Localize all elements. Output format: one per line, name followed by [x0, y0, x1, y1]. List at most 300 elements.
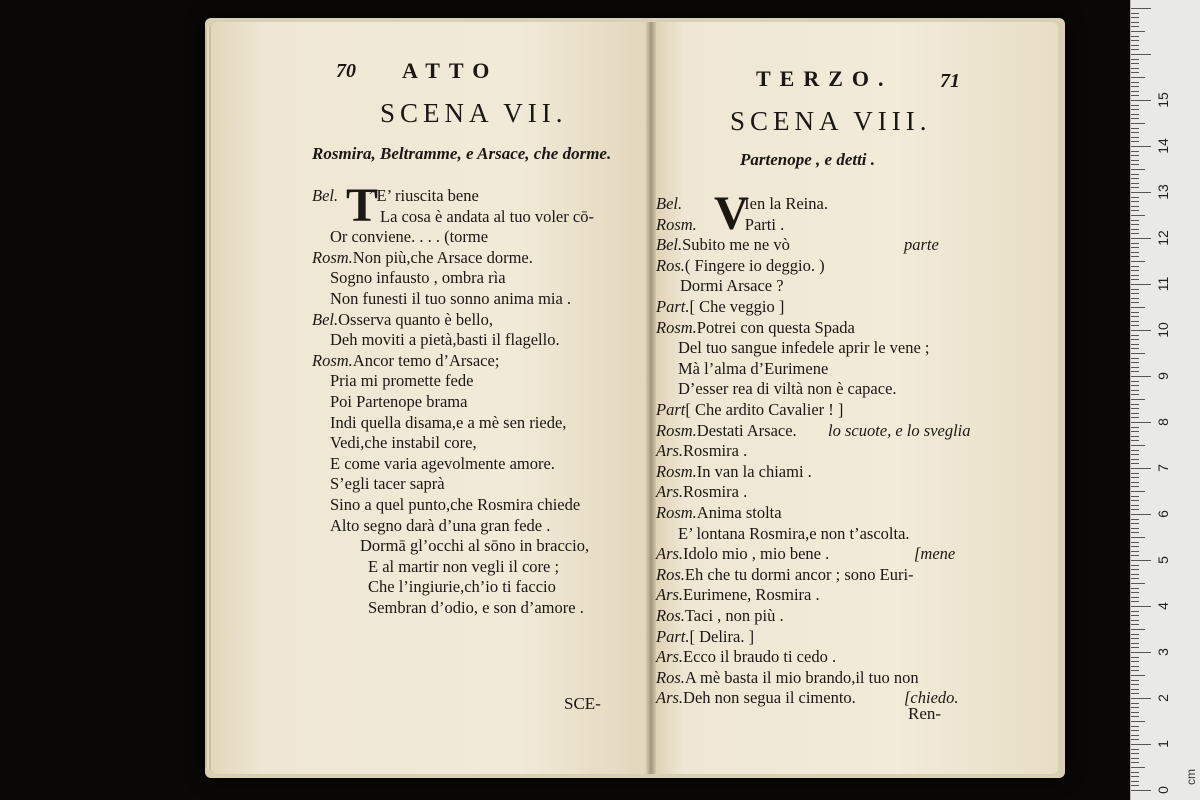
ruler-tick — [1131, 105, 1139, 106]
speaker-label: Ars. — [656, 544, 684, 564]
ruler-tick — [1131, 197, 1139, 198]
ruler-tick — [1131, 137, 1139, 138]
ruler-tick — [1131, 381, 1139, 382]
ruler-number: 3 — [1155, 648, 1171, 656]
ruler-tick — [1131, 744, 1151, 745]
ruler-tick — [1131, 684, 1139, 685]
verse-line — [656, 668, 919, 688]
speaker-label: Part. — [656, 297, 690, 316]
line-text: A mè basta il mio brando,il tuo non — [684, 667, 919, 687]
verse-line — [330, 289, 571, 309]
line-text: S’egli tacer saprà — [330, 474, 445, 494]
ruler-tick — [1131, 348, 1139, 349]
line-text: Or conviene. . . . (torme — [330, 227, 489, 247]
ruler-tick — [1131, 187, 1139, 188]
ruler-tick — [1131, 335, 1139, 336]
line-text: Parti . — [744, 214, 785, 234]
line-text: Idolo mio , mio bene . — [683, 544, 830, 564]
ruler-number: 8 — [1155, 418, 1171, 426]
speaker-label: Ars. — [656, 585, 684, 605]
line-text: Vedi,che instabil core, — [330, 433, 477, 453]
line-text: Ancor temo d’Arsace; — [352, 350, 500, 370]
line-text: Alto segno darà d’una gran fede . — [330, 515, 551, 535]
line-text: Rosmira . — [683, 482, 748, 502]
verse-line — [656, 565, 914, 585]
speaker-label: Rosm. — [656, 214, 697, 234]
ruler-tick — [1131, 155, 1139, 156]
catchword: SCE- — [564, 694, 601, 713]
line-text: Deh non segua il cimento. — [683, 688, 856, 708]
verse-line — [330, 227, 488, 247]
speaker-label: Part. — [656, 626, 690, 646]
ruler-tick — [1131, 675, 1145, 676]
verse-line — [656, 215, 784, 235]
line-text: Indi quella disama,e a mè sen riede, — [330, 412, 567, 432]
ruler-tick — [1131, 123, 1145, 124]
ruler-tick — [1131, 141, 1139, 142]
stage-direction: lo scuote, e lo sveglia — [828, 420, 971, 440]
ruler-tick — [1131, 284, 1151, 285]
ruler-tick — [1131, 201, 1139, 202]
ruler-tick — [1131, 233, 1139, 234]
ruler-tick — [1131, 528, 1139, 529]
verse-line — [368, 598, 584, 618]
ruler-tick — [1131, 776, 1139, 777]
speaker-label: Ros. — [656, 606, 685, 625]
ruler-tick — [1131, 8, 1151, 9]
ruler-tick — [1131, 647, 1139, 648]
ruler-tick — [1131, 183, 1139, 184]
ruler-tick — [1131, 560, 1151, 561]
ruler-tick — [1131, 307, 1145, 308]
verse-line — [360, 536, 589, 556]
ruler-tick — [1131, 72, 1139, 73]
ruler-tick — [1131, 473, 1139, 474]
ruler-tick — [1131, 298, 1139, 299]
speaker-label: Ars. — [656, 482, 684, 502]
ruler-tick — [1131, 468, 1151, 469]
ruler-tick — [1131, 463, 1139, 464]
verse-line — [380, 207, 594, 227]
ruler-tick — [1131, 707, 1139, 708]
scene-title: SCENA VII. — [380, 98, 568, 128]
ruler-tick — [1131, 698, 1151, 699]
ruler-tick — [1131, 486, 1139, 487]
ruler-tick — [1131, 735, 1139, 736]
verse-line — [678, 359, 828, 379]
ruler-tick — [1131, 730, 1139, 731]
verse-line — [656, 482, 747, 502]
ruler-tick — [1131, 551, 1139, 552]
ruler-tick — [1131, 270, 1139, 271]
ruler-tick — [1131, 192, 1151, 193]
line-text: Potrei con questa Spada — [696, 317, 855, 337]
ruler-tick — [1131, 758, 1139, 759]
ruler-tick — [1131, 408, 1139, 409]
ruler-tick — [1131, 546, 1139, 547]
ruler-number: 12 — [1155, 230, 1171, 246]
verse-line — [656, 627, 754, 647]
speaker-label: Rosm. — [312, 350, 353, 370]
ruler-tick — [1131, 785, 1139, 786]
ruler-tick — [1131, 362, 1139, 363]
speaker-label: Bel. — [312, 186, 339, 205]
verse-line — [330, 433, 477, 453]
line-text: Subito me ne vò — [682, 235, 790, 255]
line-text: Eurimene, Rosmira . — [683, 585, 820, 605]
line-text: Non funesti il tuo sonno anima mia . — [330, 289, 572, 308]
ruler-tick — [1131, 376, 1151, 377]
speaker-label: Rosm. — [656, 317, 697, 337]
ruler-tick — [1131, 289, 1139, 290]
line-text: Sino a quel punto,che Rosmira chiede — [330, 495, 581, 514]
verse-line — [330, 495, 580, 515]
ruler-tick — [1131, 63, 1139, 64]
ruler-tick — [1131, 31, 1145, 32]
line-text: Deh moviti a pietà,basti il flagello. — [330, 330, 560, 350]
ruler-tick — [1131, 638, 1139, 639]
ruler-tick — [1131, 597, 1139, 598]
ruler-tick — [1131, 762, 1139, 763]
verse-line — [330, 371, 473, 391]
ruler-tick — [1131, 772, 1139, 773]
verse-line — [330, 330, 560, 350]
ruler-tick — [1131, 59, 1139, 60]
ruler-tick — [1131, 385, 1139, 386]
line-text: Dormā gl’occhi al sōno in braccio, — [360, 536, 590, 556]
ruler-tick — [1131, 279, 1139, 280]
verse-line — [656, 688, 856, 708]
verse-line — [656, 256, 825, 276]
line-text: Che l’ingiurie,ch’io ti faccio — [368, 577, 556, 597]
ruler-tick — [1131, 477, 1139, 478]
ruler-tick — [1131, 68, 1139, 69]
line-text: Sembran d’odio, e son d’amore . — [368, 598, 584, 617]
ruler-tick — [1131, 680, 1139, 681]
line-text: [ Che veggio ] — [689, 297, 785, 316]
ruler-tick — [1131, 160, 1139, 161]
ruler-tick — [1131, 753, 1139, 754]
ruler-tick — [1131, 367, 1139, 368]
ruler-tick — [1131, 505, 1139, 506]
ruler-tick — [1131, 652, 1151, 653]
ruler-number: 1 — [1155, 740, 1171, 748]
ruler-tick — [1131, 261, 1145, 262]
ruler-tick — [1131, 13, 1139, 14]
ruler-tick — [1131, 215, 1145, 216]
ruler-tick — [1131, 77, 1145, 78]
ruler-number: 10 — [1155, 322, 1171, 338]
ruler-tick — [1131, 353, 1145, 354]
line-text: ( Fingere io deggio. ) — [684, 255, 825, 275]
scene-title: SCENA VIII. — [730, 106, 932, 136]
running-head: TERZO. — [756, 66, 893, 91]
ruler-tick — [1131, 45, 1139, 46]
stage-direction: parte — [904, 235, 939, 255]
verse-line — [680, 276, 784, 296]
verse-line — [312, 186, 479, 206]
ruler-tick — [1131, 767, 1145, 768]
line-text: Ien la Reina. — [744, 194, 828, 213]
ruler-tick — [1131, 371, 1139, 372]
ruler-tick — [1131, 151, 1139, 152]
ruler-tick — [1131, 482, 1139, 483]
speaker-label: Rosm. — [656, 420, 697, 440]
character-list: Partenope , e detti . — [740, 150, 876, 169]
line-text: Osserva quanto è bello, — [338, 309, 493, 329]
ruler-number: 6 — [1155, 510, 1171, 518]
ruler-tick — [1131, 210, 1139, 211]
ruler-tick — [1131, 358, 1139, 359]
ruler-tick — [1131, 49, 1139, 50]
ruler-tick — [1131, 606, 1151, 607]
ruler-tick — [1131, 431, 1139, 432]
line-text: Poi Partenope brama — [330, 392, 468, 411]
ruler-tick — [1131, 643, 1139, 644]
ruler-number: 11 — [1155, 276, 1171, 292]
ruler-tick — [1131, 496, 1139, 497]
line-text: Anima stolta — [696, 503, 782, 522]
ruler-tick — [1131, 532, 1139, 533]
verse-line — [656, 297, 784, 317]
verse-line — [656, 585, 820, 605]
ruler-tick — [1131, 275, 1139, 276]
speaker-label: Ros. — [656, 255, 685, 275]
line-text: E’ lontana Rosmira,e non t’ascolta. — [678, 523, 910, 543]
ruler-tick — [1131, 657, 1139, 658]
verse-line — [656, 647, 836, 667]
ruler-number: 9 — [1155, 372, 1171, 380]
speaker-label: Ars. — [656, 647, 684, 667]
verse-line — [330, 474, 445, 494]
ruler-tick — [1131, 330, 1151, 331]
ruler-tick — [1131, 569, 1139, 570]
line-text: Mà l’alma d’Eurimene — [678, 358, 829, 378]
page-number: 71 — [940, 70, 960, 92]
line-text: E al martir non vegli il core ; — [368, 556, 560, 576]
ruler-tick — [1131, 716, 1139, 717]
ruler-tick — [1131, 537, 1145, 538]
ruler-tick — [1131, 238, 1151, 239]
ruler-tick — [1131, 445, 1145, 446]
stage-direction: [chiedo. — [904, 688, 959, 708]
ruler-tick — [1131, 252, 1139, 253]
ruler-tick — [1131, 413, 1139, 414]
ruler-tick — [1131, 109, 1139, 110]
line-text: [ Delira. ] — [689, 626, 755, 646]
ruler-tick — [1131, 592, 1139, 593]
ruler-tick — [1131, 781, 1139, 782]
ruler-tick — [1131, 726, 1139, 727]
measuring-ruler — [1130, 0, 1200, 800]
verse-line — [312, 310, 493, 330]
ruler-tick — [1131, 178, 1139, 179]
line-text: Pria mi promette fede — [330, 371, 474, 391]
ruler-tick — [1131, 22, 1139, 23]
ruler-tick — [1131, 82, 1139, 83]
ruler-tick — [1131, 739, 1139, 740]
ruler-tick — [1131, 26, 1139, 27]
line-text: Rosmira . — [683, 441, 748, 461]
ruler-tick — [1131, 440, 1139, 441]
verse-line — [312, 248, 533, 268]
verse-line — [656, 421, 797, 441]
line-text: In van la chiami . — [696, 461, 812, 481]
ruler-tick — [1131, 220, 1139, 221]
ruler-tick — [1131, 114, 1139, 115]
ruler-tick — [1131, 629, 1145, 630]
right-page — [652, 22, 1058, 774]
line-text: E come varia agevolmente amore. — [330, 453, 555, 473]
speaker-label: Ros. — [656, 564, 685, 584]
stage-direction: [mene — [914, 544, 956, 564]
verse-line — [656, 462, 812, 482]
ruler-tick — [1131, 519, 1139, 520]
book-gutter — [646, 22, 656, 774]
ruler-tick — [1131, 339, 1139, 340]
ruler-tick — [1131, 555, 1139, 556]
ruler-tick — [1131, 243, 1139, 244]
ruler-number: 15 — [1155, 92, 1171, 108]
ruler-unit: cm — [1184, 769, 1198, 785]
ruler-tick — [1131, 454, 1139, 455]
ruler-tick — [1131, 118, 1139, 119]
line-text: Dormi Arsace ? — [680, 276, 784, 296]
verse-line — [330, 268, 506, 288]
ruler-tick — [1131, 132, 1139, 133]
ruler-number: 2 — [1155, 694, 1171, 702]
ruler-tick — [1131, 670, 1139, 671]
ruler-tick — [1131, 565, 1139, 566]
verse-line — [656, 194, 828, 214]
ruler-tick — [1131, 588, 1139, 589]
ruler-tick — [1131, 321, 1139, 322]
ruler-tick — [1131, 459, 1139, 460]
ruler-tick — [1131, 316, 1139, 317]
ruler-number: 0 — [1155, 786, 1171, 794]
ruler-tick — [1131, 229, 1139, 230]
ruler-tick — [1131, 325, 1139, 326]
ruler-tick — [1131, 169, 1145, 170]
ruler-tick — [1131, 312, 1139, 313]
verse-line — [656, 503, 782, 523]
line-text: La cosa è andata al tuo voler cō- — [380, 206, 594, 226]
ruler-tick — [1131, 128, 1139, 129]
ruler-number: 7 — [1155, 464, 1171, 472]
line-text: ’ E’ riuscita bene — [368, 186, 479, 205]
ruler-tick — [1131, 36, 1139, 37]
ruler-tick — [1131, 256, 1139, 257]
verse-line — [330, 454, 555, 474]
ruler-tick — [1131, 293, 1139, 294]
ruler-tick — [1131, 611, 1139, 612]
ruler-tick — [1131, 601, 1139, 602]
ruler-tick — [1131, 583, 1145, 584]
speaker-label: Bel. — [312, 309, 339, 329]
page-number: 70 — [336, 60, 356, 82]
verse-line — [312, 351, 499, 371]
verse-line — [678, 524, 910, 544]
ruler-tick — [1131, 100, 1151, 101]
ruler-tick — [1131, 302, 1139, 303]
verse-line — [678, 338, 930, 358]
verse-line — [368, 577, 556, 597]
speaker-label: Ros. — [656, 667, 685, 687]
running-head: ATTO — [402, 58, 499, 83]
verse-line — [656, 544, 829, 564]
ruler-tick — [1131, 634, 1139, 635]
verse-line — [656, 441, 747, 461]
ruler-tick — [1131, 40, 1139, 41]
left-page — [212, 22, 650, 774]
line-text: Taci , non più . — [684, 606, 784, 625]
drop-cap: V — [714, 187, 749, 240]
ruler-tick — [1131, 749, 1139, 750]
ruler-tick — [1131, 404, 1139, 405]
ruler-tick — [1131, 574, 1139, 575]
ruler-tick — [1131, 712, 1139, 713]
ruler-tick — [1131, 509, 1139, 510]
ruler-tick — [1131, 17, 1139, 18]
verse-line — [330, 516, 550, 536]
speaker-label: Bel. — [656, 194, 683, 213]
ruler-number: 5 — [1155, 556, 1171, 564]
ruler-tick — [1131, 146, 1151, 147]
ruler-tick — [1131, 344, 1139, 345]
ruler-tick — [1131, 417, 1139, 418]
ruler-tick — [1131, 164, 1139, 165]
ruler-tick — [1131, 247, 1139, 248]
ruler-tick — [1131, 224, 1139, 225]
speaker-label: Part — [656, 400, 686, 419]
ruler-tick — [1131, 661, 1139, 662]
speaker-label: Bel. — [656, 235, 683, 255]
ruler-tick — [1131, 436, 1139, 437]
verse-line — [656, 606, 784, 626]
ruler-tick — [1131, 500, 1139, 501]
ruler-tick — [1131, 721, 1145, 722]
verse-line — [656, 235, 790, 255]
character-list: Rosmira, Beltramme, e Arsace, che dorme. — [312, 144, 612, 163]
ruler-number: 14 — [1155, 138, 1171, 154]
line-text: Eh che tu dormi ancor ; sono Euri- — [684, 564, 914, 584]
ruler-tick — [1131, 620, 1139, 621]
verse-line — [678, 379, 897, 399]
ruler-tick — [1131, 514, 1151, 515]
ruler-tick — [1131, 542, 1139, 543]
verse-line — [330, 392, 467, 412]
ruler-number: 13 — [1155, 184, 1171, 200]
ruler-tick — [1131, 390, 1139, 391]
ruler-tick — [1131, 689, 1139, 690]
ruler-tick — [1131, 206, 1139, 207]
verse-line — [656, 318, 855, 338]
speaker-label: Ars. — [656, 441, 684, 461]
ruler-tick — [1131, 624, 1139, 625]
ruler-tick — [1131, 790, 1151, 791]
ruler-tick — [1131, 703, 1139, 704]
ruler-tick — [1131, 91, 1139, 92]
line-text: Destati Arsace. — [696, 420, 797, 440]
line-text: Sogno infausto , ombra rìa — [330, 268, 506, 288]
line-text: D’esser rea di viltà non è capace. — [678, 379, 897, 399]
ruler-tick — [1131, 578, 1139, 579]
line-text: [ Che ardito Cavalier ! ] — [685, 400, 844, 419]
speaker-label: Rosm. — [656, 503, 697, 522]
ruler-tick — [1131, 95, 1139, 96]
line-text: Ecco il braudo ti cedo . — [683, 647, 837, 667]
ruler-tick — [1131, 86, 1139, 87]
